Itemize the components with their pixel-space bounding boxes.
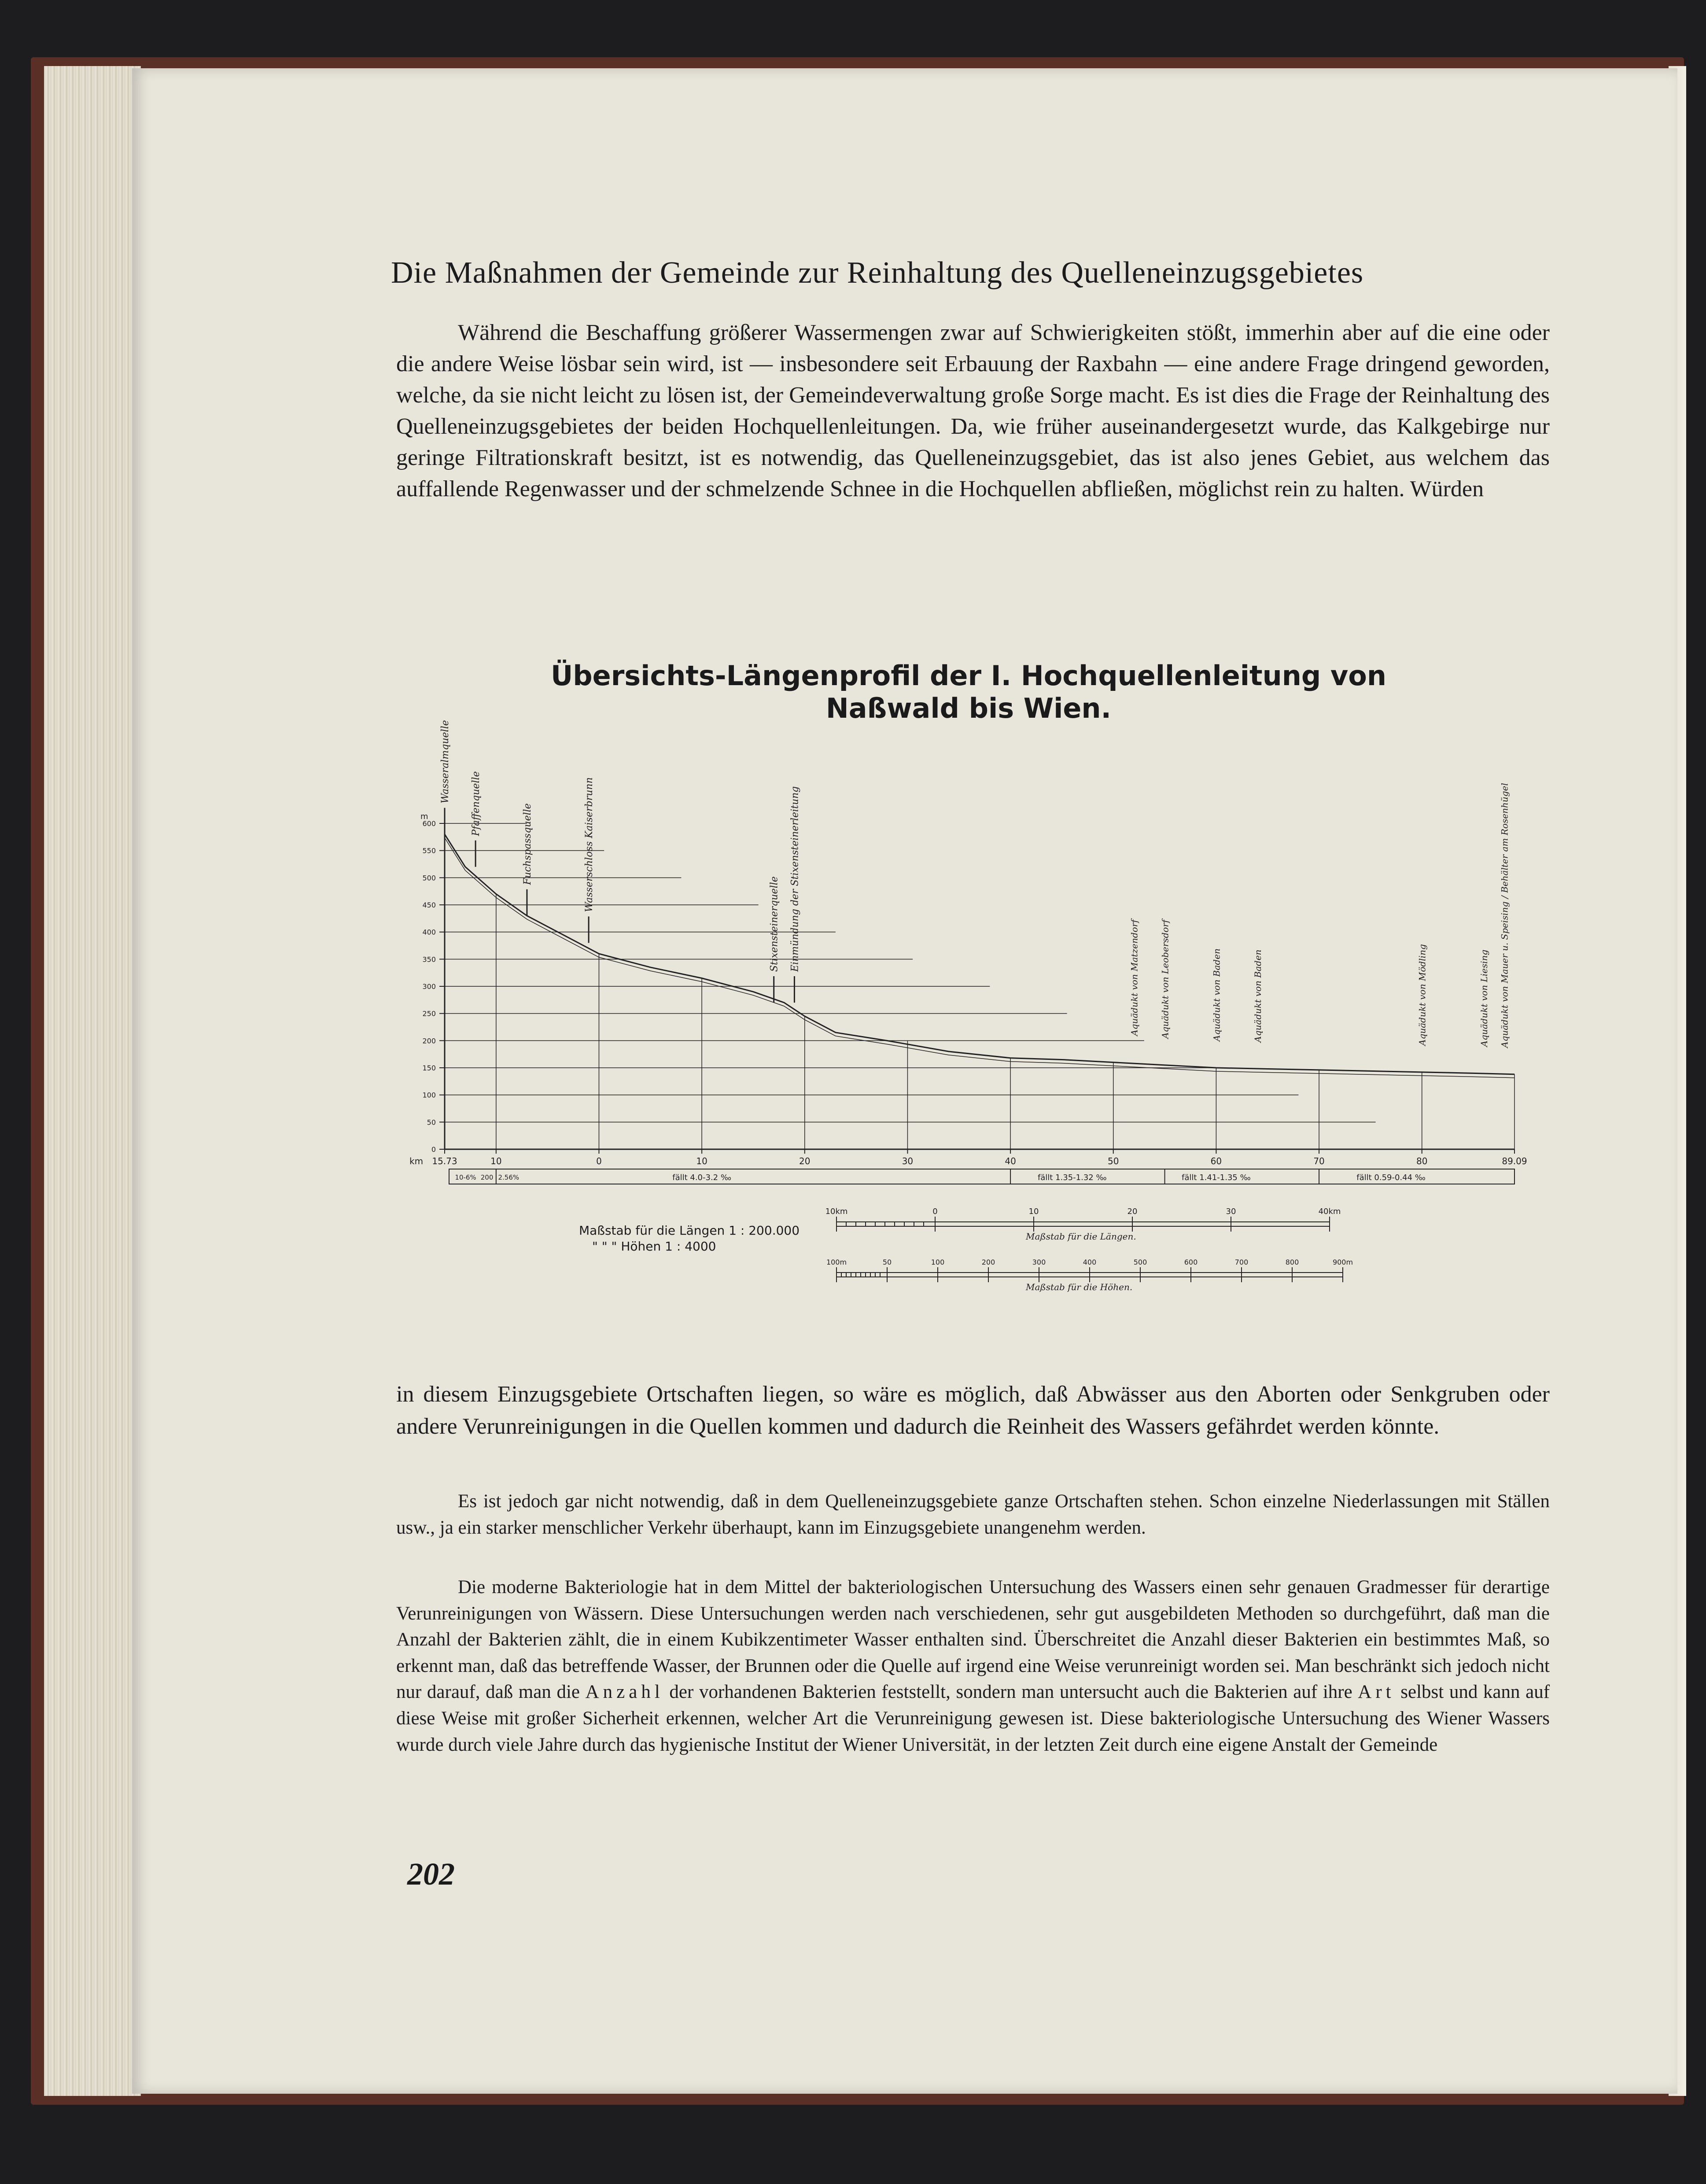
x-tick-label: 89.09 xyxy=(1502,1156,1527,1166)
chart-title-line2: Naßwald bis Wien. xyxy=(825,692,1112,724)
x-axis-unit: km xyxy=(409,1156,424,1166)
gradient-small-label: 2.56% xyxy=(498,1173,520,1181)
paragraph-4-part-c: selbst und kann auf diese Weise mit großer Sicherheit erkennen, welcher Art die Verunreinigung gewesen ist. Diese bakteriologische Untersuchung des Wiener Wassers wurde durch viele Jahre durch das hygienische Institut der Wiener Universität, in der letzten Zeit durch eine eigene Anstalt der Gemeinde xyxy=(396,1682,1550,1755)
aqueduct-label: Aquädukt von Leobersdorf xyxy=(1160,919,1171,1039)
source-label: Pfaffenquelle xyxy=(471,771,482,836)
paragraph-2: in diesem Einzugsgebiete Ortschaften liegen, so wäre es möglich, daß Abwässer aus den Aborten oder Senkgruben oder andere Verunreinigungen in die Quellen kommen und dadurch die Reinheit des Wassers gefährdet werden könnte. xyxy=(396,1382,1550,1439)
x-tick-label: 20 xyxy=(799,1156,811,1166)
y-tick-label: 500 xyxy=(422,874,436,882)
paragraph-3: Es ist jedoch gar nicht notwendig, daß in dem Quelleneinzugsgebiete ganze Ortschaften stehen. Schon einzelne Niederlassungen mit Ställen usw., ja ein starker menschlicher Verkehr überhaupt, kann im Einzugsgebiete unangenehm werden. xyxy=(396,1491,1550,1538)
profile-line xyxy=(445,834,1514,1074)
length-scale-caption: Maßstab für die Längen. xyxy=(1026,1231,1136,1242)
x-axis xyxy=(409,1149,1527,1166)
station-labels xyxy=(440,720,1510,1048)
gradient-small-label: 10-6% xyxy=(455,1173,476,1181)
profile-line-lower xyxy=(445,838,1514,1078)
y-tick-label: 550 xyxy=(422,846,436,855)
x-tick-label: 10 xyxy=(696,1156,707,1166)
height-scale-label: 700 xyxy=(1234,1258,1249,1266)
y-tick-label: 150 xyxy=(422,1064,436,1072)
height-scale-label: 300 xyxy=(1032,1258,1046,1266)
source-label: Stixensteinerquelle xyxy=(769,876,780,972)
scale-note-height: " " " Höhen 1 : 4000 xyxy=(592,1239,716,1254)
chart-title-line1: Übersichts-Längenprofil der I. Hochquellenleitung von xyxy=(550,660,1387,692)
length-scale-label: 10km xyxy=(825,1207,848,1216)
height-scale-label: 500 xyxy=(1133,1258,1147,1266)
scale-bars xyxy=(825,1207,1353,1292)
section-heading: Die Maßnahmen der Gemeinde zur Reinhaltung des Quelleneinzugsgebietes xyxy=(391,256,1364,290)
aqueduct-label: Aquädukt von Baden xyxy=(1211,948,1222,1041)
paragraph-1: Während die Beschaffung größerer Wassermengen zwar auf Schwierigkeiten stößt, immerhin aber auf die eine oder die andere Weise lösbar sein wird, ist — insbesondere seit Erbauung der Raxbahn — eine andere Frage dringend geworden, welche, da sie nicht leicht zu lösen ist, der Gemeindeverwaltung große Sorge macht. Es ist dies die Frage der Reinhaltung des Quelleneinzugsgebietes der beiden Hochquellenleitungen. Da, wie früher auseinandergesetzt wurde, das Kalkgebirge nur geringe Filtrationskraft besitzt, ist es notwendig, das Quelleneinzugsgebiet, das ist also jenes Gebiet, aus welchem das auffallende Regenwasser und der schmelzende Schnee in die Hochquellen abfließen, möglichst rein zu halten. Würden xyxy=(396,320,1550,502)
gradient-label: fällt 4.0-3.2 ‰ xyxy=(672,1173,732,1182)
emphasis-anzahl: Anzahl xyxy=(585,1682,664,1703)
gradient-label: fällt 1.41-1.35 ‰ xyxy=(1182,1173,1251,1182)
longitudinal-profile-chart xyxy=(396,705,1541,1321)
height-scale-label: 800 xyxy=(1285,1258,1299,1266)
x-tick-label: 15.73 xyxy=(432,1156,457,1166)
x-tick-label: 60 xyxy=(1210,1156,1222,1166)
length-scale-label: 30 xyxy=(1226,1207,1236,1216)
y-tick-label: 100 xyxy=(422,1091,436,1099)
x-tick-label: 40 xyxy=(1005,1156,1016,1166)
paragraph-4 xyxy=(396,1574,1550,1758)
y-tick-label: 600 xyxy=(422,819,436,828)
aqueduct-label: Aquädukt von Liesing xyxy=(1478,949,1489,1047)
source-label: Wasseralmquelle xyxy=(440,720,451,804)
x-tick-label: 30 xyxy=(902,1156,914,1166)
y-tick-label: 350 xyxy=(422,955,436,964)
height-scale-caption: Maßstab für die Höhen. xyxy=(1026,1282,1133,1292)
gradient-bar xyxy=(449,1169,1514,1184)
height-scale-label: 100 xyxy=(931,1258,945,1266)
gradient-bar-frame xyxy=(449,1169,1514,1184)
gradient-small-label: 200 xyxy=(480,1173,494,1181)
x-tick-label: 0 xyxy=(596,1156,602,1166)
x-tick-label: 10 xyxy=(490,1156,502,1166)
emphasis-art: Art xyxy=(1358,1682,1395,1703)
y-axis-unit: m xyxy=(420,812,428,821)
aqueduct-label: Aquädukt von Mauer u. Speising / Behälter am Rosenhügel xyxy=(1499,783,1510,1048)
station-lines xyxy=(445,834,1514,1149)
source-label: Fuchspassquelle xyxy=(522,803,533,885)
x-tick-label: 80 xyxy=(1416,1156,1428,1166)
page-edges xyxy=(44,66,141,2096)
scale-note-length: Maßstab für die Längen 1 : 200.000 xyxy=(579,1223,800,1238)
gradient-label: fällt 1.35-1.32 ‰ xyxy=(1037,1173,1107,1182)
page-number: 202 xyxy=(407,1856,455,1892)
x-tick-label: 50 xyxy=(1108,1156,1119,1166)
source-label: Wasserschloss Kaiserbrunn xyxy=(584,777,595,912)
length-scale-label: 40km xyxy=(1318,1207,1341,1216)
x-tick-label: 70 xyxy=(1313,1156,1325,1166)
length-scale-label: 20 xyxy=(1127,1207,1138,1216)
y-tick-label: 0 xyxy=(431,1145,436,1154)
aqueduct-label: Aquädukt von Mödling xyxy=(1417,944,1428,1046)
height-scale-label: 200 xyxy=(981,1258,995,1266)
height-scale-label: 900m xyxy=(1332,1258,1353,1266)
paragraph-4-part-a: Die moderne Bakteriologie hat in dem Mittel der bakteriologischen Untersuchung des Wassers einen sehr genauen Gradmesser für derartige Verunreinigungen von Wässern. Diese Untersuchungen werden nach verschiedenen, sehr gut ausgebildeten Methoden so durchgeführt, daß man die Anzahl der Bakterien zählt, die in einem Kubikzentimeter Wasser enthalten sind. Überschreitet die Anzahl dieser Bakterien ein bestimmtes Maß, so erkennt man, daß das betreffende Wasser, der Brunnen oder die Quelle auf irgend eine Weise verunreinigt worden sei. Man beschränkt sich jedoch nicht nur darauf, daß man die xyxy=(396,1577,1550,1703)
y-tick-label: 400 xyxy=(422,928,436,937)
paragraph-4-part-b: der vorhandenen Bakterien feststellt, sondern man untersucht auch die Bakterien auf ihre xyxy=(669,1682,1352,1703)
y-tick-label: 50 xyxy=(427,1118,436,1127)
y-tick-label: 200 xyxy=(422,1037,436,1045)
length-scale-label: 10 xyxy=(1028,1207,1039,1216)
y-tick-label: 250 xyxy=(422,1009,436,1018)
y-axis xyxy=(420,812,445,1154)
height-scale-label: 50 xyxy=(882,1258,892,1266)
height-scale-label: 400 xyxy=(1083,1258,1097,1266)
length-scale-label: 0 xyxy=(932,1207,938,1216)
source-label: Einmündung der Stixensteinerleitung xyxy=(789,786,801,972)
profile-lines xyxy=(445,834,1514,1078)
aqueduct-label: Aquädukt von Baden xyxy=(1252,949,1263,1043)
y-tick-label: 300 xyxy=(422,982,436,991)
y-tick-label: 450 xyxy=(422,901,436,909)
height-scale-label: 600 xyxy=(1184,1258,1198,1266)
aqueduct-label: Aquädukt von Matzendorf xyxy=(1129,919,1140,1036)
gradient-label: fällt 0.59-0.44 ‰ xyxy=(1356,1173,1426,1182)
height-scale-label: 100m xyxy=(826,1258,847,1266)
